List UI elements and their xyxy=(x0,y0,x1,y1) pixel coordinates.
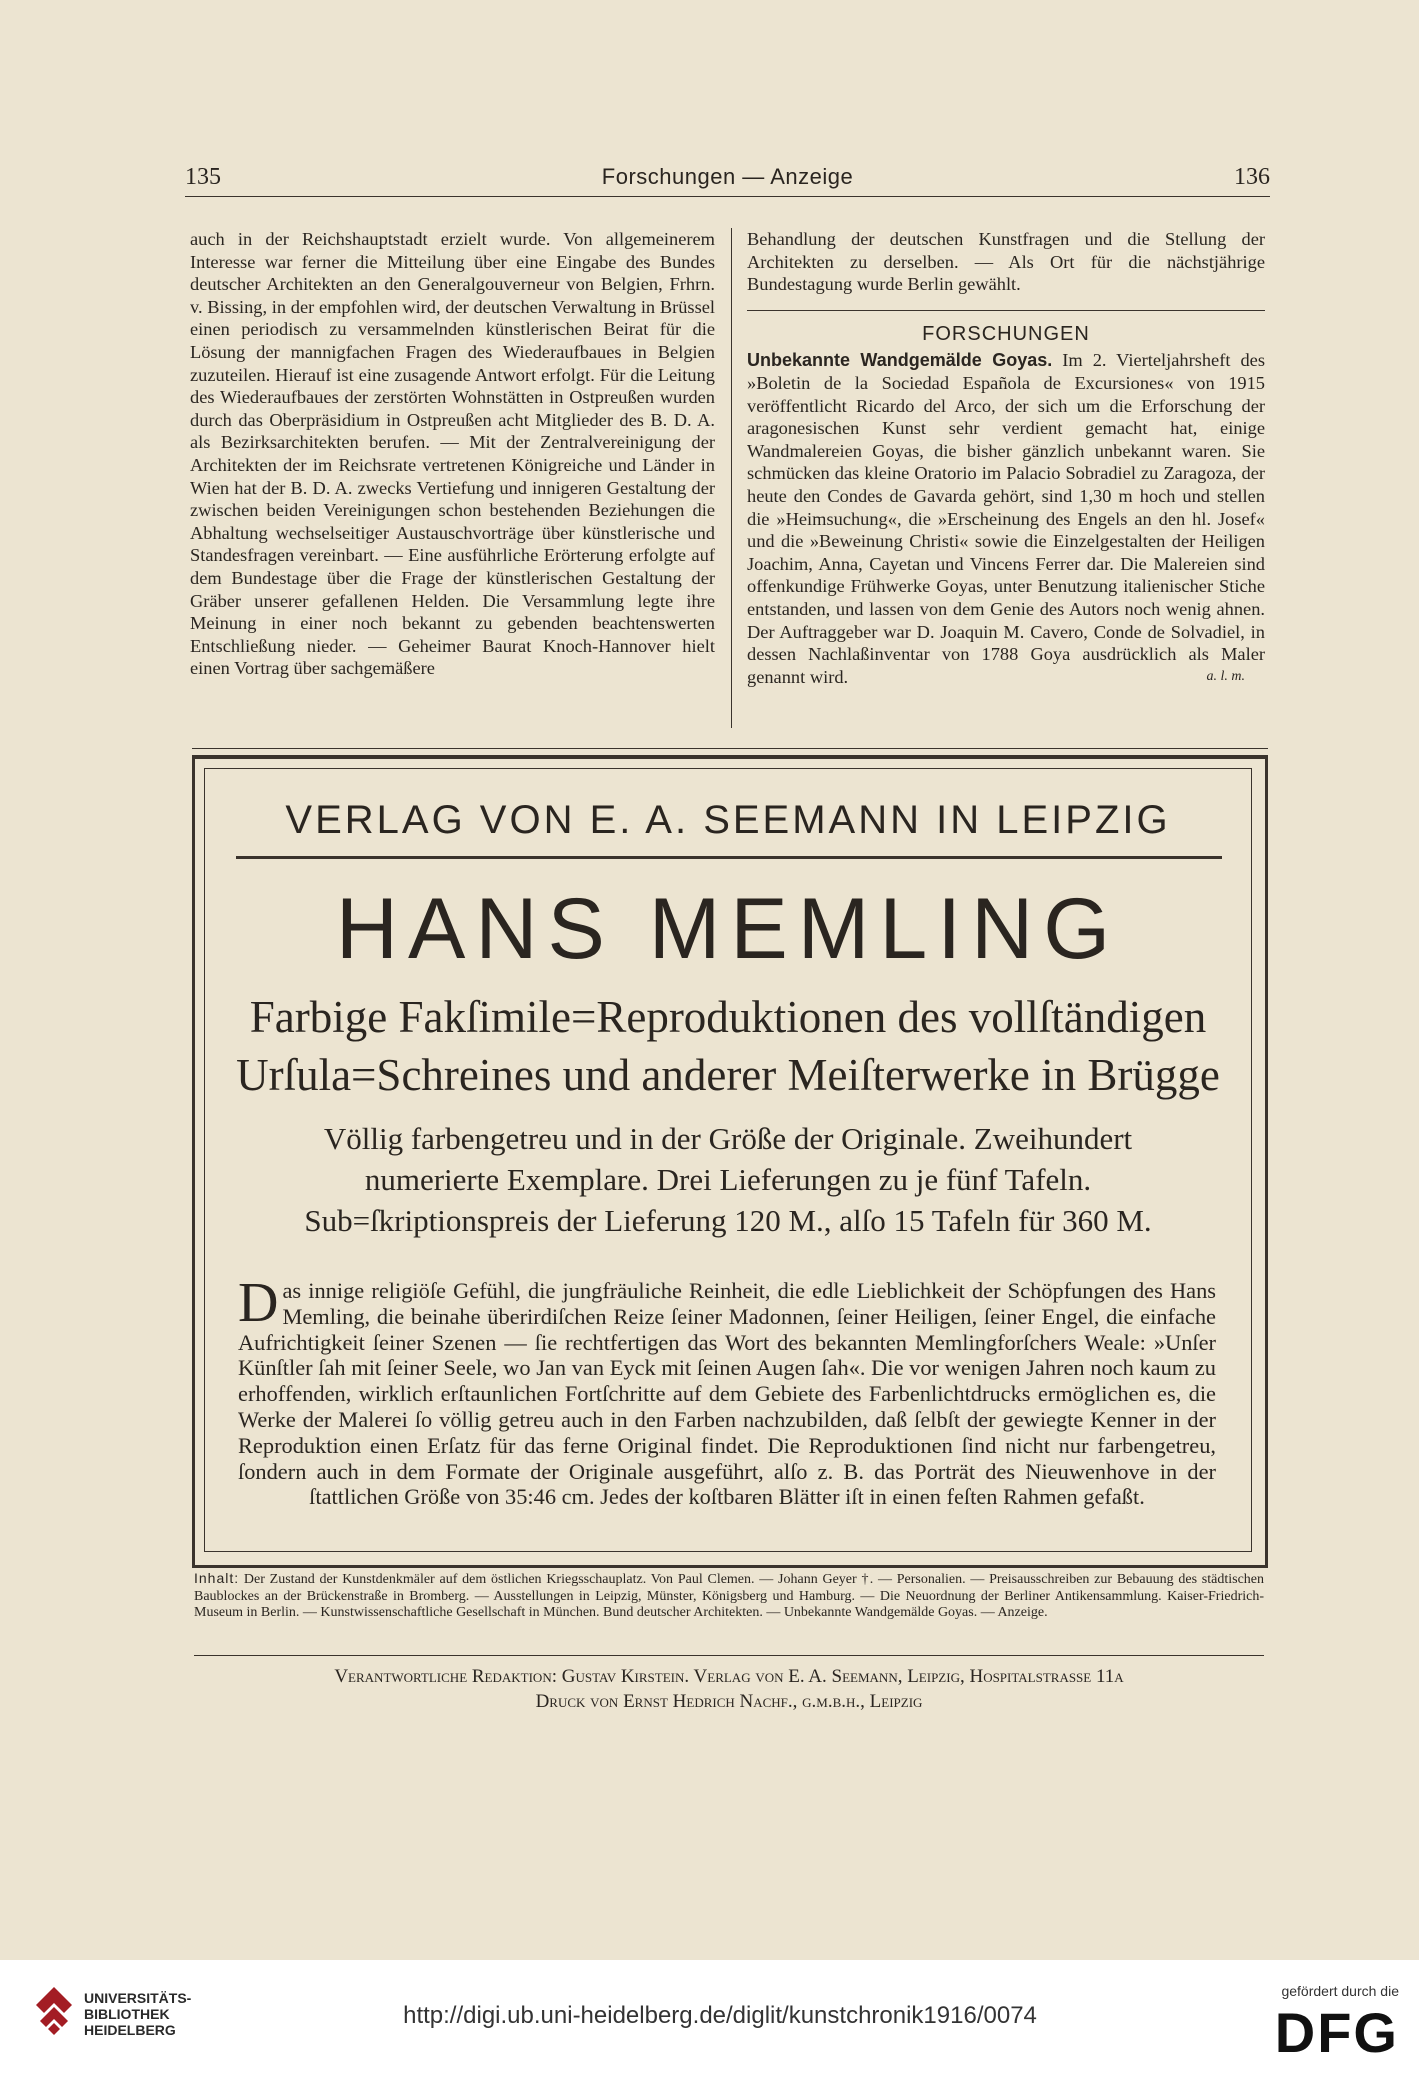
ad-subtitle-line-2: Urſula=Schreines und anderer Meiſterwerke in Brügge xyxy=(236,1050,1220,1100)
imprint-line-2: Druck von Ernst Hedrich Nachf., g.m.b.h., Leipzig xyxy=(535,1691,923,1712)
table-of-contents xyxy=(194,1570,1264,1622)
article-signature: a. l. m. xyxy=(1206,668,1245,684)
university-name xyxy=(84,1990,191,2038)
dfg-logo: DFG xyxy=(1274,2001,1399,2064)
ad-dropcap: D xyxy=(238,1272,279,1334)
imprint-line-1: Verantwortliche Redaktion: Gustav Kirstein. Verlag von E. A. Seemann, Leipzig, Hospitalstraße 11a xyxy=(334,1666,1124,1687)
source-url-link[interactable]: http://digi.ub.uni-heidelberg.de/diglit/kunstchronik1916/0074 xyxy=(403,2002,1037,2029)
university-name-line-2: BIBLIOTHEK xyxy=(84,2006,170,2022)
column-divider xyxy=(731,228,732,728)
advertisement-top-band xyxy=(192,748,1268,756)
ad-subtitle-line-1: Farbige Fakſimile=Reproduktionen des vollſtändigen xyxy=(249,992,1207,1042)
left-column xyxy=(190,228,715,728)
ad-description: Völlig farbengetreu und in der Größe der Originale. Zweihundert numerierte Exemplare. Drei Lieferungen zu je fünf Tafeln. Sub=ſkriptionspreis der Lieferung 120 M., alſo 15 Tafeln für 360 M. xyxy=(304,1121,1152,1238)
section-divider xyxy=(747,310,1265,311)
right-column xyxy=(747,228,1265,688)
running-title: Forschungen — Anzeige xyxy=(601,164,854,189)
university-logo-icon xyxy=(34,1985,74,2035)
running-header xyxy=(185,160,1270,197)
section-heading: FORSCHUNGEN xyxy=(922,322,1090,345)
contents-rule xyxy=(194,1655,1264,1656)
article xyxy=(747,349,1265,688)
ad-body xyxy=(238,1272,1216,1510)
ad-subtitle xyxy=(230,988,1226,1104)
page-number-right: 136 xyxy=(1234,164,1270,190)
university-name-line-3: HEIDELBERG xyxy=(84,2022,176,2038)
imprint xyxy=(194,1664,1264,1714)
page-number-left: 135 xyxy=(185,164,221,190)
funded-by-label: gefördert durch die xyxy=(1281,1983,1399,1999)
left-column-text: auch in der Reichshauptstadt erzielt wurde. Von allgemeinerem Interesse war ferner die Mitteilung über eine Eingabe des Bundes deutscher Architekten an den Generalgouverneur von Belgien, Frhrn. v. Bissing, in der empfohlen wird, der deutschen Verwaltung in Brüssel einen periodisch zu versammelnden künstlerischen Beirat für die Lösung der mannigfachen Fragen des Wiederaufbaues in Belgien zuzuteilen. Hierauf ist eine zusagende Antwort erfolgt. Für die Leitung des Wiederaufbaues der zerstörten Wohnstätten in Ostpreußen wurden durch das Oberpräsidium in Ostpreußen acht Mitglieder des B. D. A. als Bezirksarchitekten berufen. — Mit der Zentralvereinigung der Architekten der im Reichsrate vertretenen Königreiche und Länder in Wien hat der B. D. A. zwecks Vertiefung und innigeren Gestaltung der zwischen beiden Vereinigungen schon bestehenden Beziehungen die Abhaltung wechselseitiger Austauschvorträge über künstlerische und Standesfragen vereinbart. — Eine ausführliche Erörterung erfolgte auf dem Bundestage über die Frage der künstlerischen Gestaltung der Gräber unserer gefallenen Helden. Die Versammlung legte ihre Meinung in einer noch bekannt zu gebenden beachtenswerten Entschließung nieder. — Geheimer Baurat Knoch-Hannover hielt einen Vortrag über sachgemäßere xyxy=(190,229,715,679)
contents-label: Inhalt: xyxy=(194,1570,240,1586)
article-title: Unbekannte Wandgemälde Goyas. xyxy=(747,350,1053,371)
contents-text: Der Zustand der Kunstdenkmäler auf dem östlichen Kriegsschauplatz. Von Paul Clemen. — Johann Geyer †. — Personalien. — Preisausschreiben zur Bebauung des städtischen Baublockes an der Brückenstraße in Bromberg. — Ausstellungen in Leipzig, Münster, Königsberg und Hamburg. — Die Neuordnung der Berliner Antikensammlung. Kaiser-Friedrich-Museum in Berlin. — Kunstwissenschaftliche Gesellschaft in München. Bund deutscher Architekten. — Unbekannte Wandgemälde Goyas. — Anzeige. xyxy=(194,1572,1265,1620)
ad-publisher-rule xyxy=(236,856,1222,859)
right-column-intro: Behandlung der deutschen Kunstfragen und die Stellung der Architekten zu derselben. — Als Ort für die nächstjährige Bundestagung wurde Berlin gewählt. xyxy=(747,229,1265,295)
article-text: Im 2. Vierteljahrsheft des »Boletin de la Sociedad Española de Excursiones« von 1915 veröffentlicht Ricardo del Arco, der sich um die Erforschung der aragonesischen Kunst sehr verdient gemacht hat, einige Wandmalereien Goyas, die bisher gänzlich unbekannt waren. Sie schmücken das kleine Oratorio im Palacio Sobradiel zu Zaragoza, der heute den Condes de Gavarda gehört, sind 1,30 m hoch und stellen die »Heimsuchung«, die »Erscheinung des Engels an den hl. Josef« und die »Beweinung Christi« sowie die Einzelgestalten der Heiligen Joachim, Anna, Cayetan und Vincens Ferrer dar. Die Malereien sind offenkundige Frühwerke Goyas, unter Benutzung italienischer Stiche entstanden, und lassen von dem Genie des Autors noch wenig ahnen. Der Auftraggeber war D. Joaquin M. Cavero, Conde de Solvadiel, in dessen Nachlaßinventar von 1788 Goya ausdrücklich als Maler genannt wird. xyxy=(747,350,1265,687)
university-name-line-1: UNIVERSITÄTS- xyxy=(84,1990,192,2006)
ad-title: HANS MEMLING xyxy=(335,881,1121,977)
ad-body-text: as innige religiöſe Gefühl, die jungfräuliche Reinheit, die edle Lieblichkeit der Schöpfungen des Hans Memling, die beinahe überirdiſchen Reize ſeiner Madonnen, ſeiner Heiligen, ſeiner Engel, die einfache Aufrichtigkeit ſeiner Szenen — ſie rechtfertigen das Wort des bekannten Memlingforſchers Weale: »Unſer Künſtler ſah mit ſeiner Seele, wo Jan van Eyck mit ſeinen Augen ſah«. Die vor wenigen Jahren noch kaum zu erhoffenden, wirklich erſtaunlichen Fortſchritte auf dem Gebiete des Farbenlichtdrucks ermöglichen es, die Werke der Malerei ſo völlig getreu auch in den Farben nachzubilden, daß ſelbſt der gewiegte Kenner in der Reproduktion einen Erſatz für das ferne Original findet. Die Reproduktionen ſind nicht nur farbengetreu, ſondern auch in dem Formate der Originale ausgeführt, alſo z. B. das Porträt des Nieuwenhove in der ſtattlichen Größe von 35:46 cm. Jedes der koſtbaren Blätter iſt in einen feſten Rahmen gefaßt. xyxy=(238,1278,1216,1510)
ad-publisher: VERLAG VON E. A. SEEMANN IN LEIPZIG xyxy=(285,798,1171,842)
